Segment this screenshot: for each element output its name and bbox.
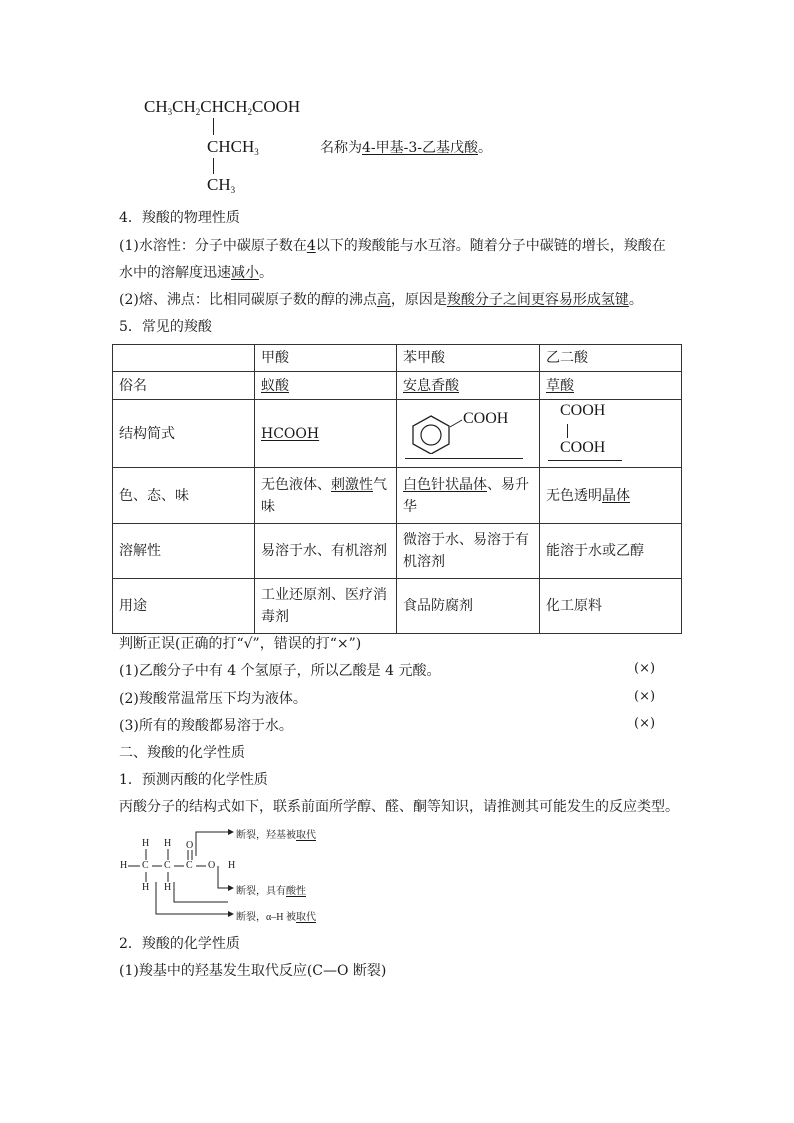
oxalic-cooh-top: COOH	[560, 402, 606, 419]
paragraph-solubility-cont: 水中的溶解度迅速减小。	[119, 265, 273, 281]
branch-chch3: $CHCH_3$	[207, 137, 259, 157]
table-cell: 能溶于水或乙醇	[540, 524, 682, 579]
row-label: 用途	[113, 579, 255, 634]
table-row	[113, 468, 682, 524]
table-header: 甲酸	[255, 345, 397, 372]
section5-title: 5．常见的羧酸	[119, 319, 212, 335]
label-break-3: 断裂，α–H 被取代	[236, 912, 316, 923]
row-label: 俗名	[113, 372, 255, 400]
table-cell: 安息香酸	[397, 372, 540, 400]
benzoic-cooh: COOH	[463, 410, 509, 427]
compound-name: 名称为4-甲基-3-乙基戊酸。	[320, 140, 493, 156]
table-row	[113, 579, 682, 634]
oxalic-cooh-bottom: COOH	[560, 439, 606, 456]
table-cell: 工业还原剂、医疗消毒剂	[255, 579, 397, 634]
table-header: 苯甲酸	[397, 345, 540, 372]
table-cell	[397, 400, 540, 468]
underline-bar	[548, 460, 622, 461]
acid-table	[112, 344, 682, 634]
table-cell: 无色透明晶体	[540, 468, 682, 524]
paragraph-boiling-point: (2)熔、沸点：比相同碳原子数的醇的沸点高，原因是羧酸分子之间更容易形成氢键。	[119, 292, 643, 308]
atom-c: C	[164, 860, 171, 871]
row-label: 色、态、味	[113, 468, 255, 524]
judge-item: (2)羧酸常温常压下均为液体。	[119, 691, 307, 707]
label-break-2: 断裂，具有酸性	[236, 886, 306, 897]
section4-title: 4．羧酸的物理性质	[119, 210, 240, 226]
judge-item: (1)乙酸分子中有 4 个氢原子，所以乙酸是 4 元酸。	[119, 663, 441, 679]
branch-ch3: $CH_3$	[207, 175, 236, 195]
atom-c: C	[186, 860, 193, 871]
atom-h: H	[164, 838, 172, 849]
subsection1-title: 1．预测丙酸的化学性质	[119, 772, 268, 788]
table-header: 乙二酸	[540, 345, 682, 372]
atom-h: H	[142, 882, 150, 893]
condensed-formula: $CH_3CH_2CHCH_2COOH$	[144, 97, 301, 117]
subsection2-title: 2．羧酸的化学性质	[119, 936, 240, 952]
table-row	[113, 345, 682, 372]
paragraph-solubility: (1)水溶性：分子中碳原子数在4以下的羧酸能与水互溶。随着分子中碳链的增长，羧酸在	[119, 238, 666, 254]
judge-mark: (×)	[634, 661, 656, 676]
label-break-1: 断裂，羟基被取代	[236, 830, 316, 841]
table-cell: 白色针状晶体、易升华	[397, 468, 540, 524]
atom-h: H	[164, 882, 172, 893]
judge-title: 判断正误(正确的打“√”，错误的打“×”)	[119, 636, 362, 652]
part2-title: 二、羧酸的化学性质	[119, 745, 245, 761]
atom-h: H	[228, 860, 236, 871]
table-cell: 微溶于水、易溶于有机溶剂	[397, 524, 540, 579]
atom-o: O	[208, 860, 216, 871]
table-cell: 蚁酸	[255, 372, 397, 400]
atom-h: H	[120, 860, 128, 871]
table-cell	[540, 400, 682, 468]
row-label: 结构简式	[113, 400, 255, 468]
table-cell	[113, 345, 255, 372]
table-cell: 无色液体、刺激性气味	[255, 468, 397, 524]
atom-h: H	[142, 838, 150, 849]
subsection2-paragraph: (1)羧基中的羟基发生取代反应(C—O 断裂)	[119, 963, 387, 979]
atom-c: C	[142, 860, 149, 871]
table-cell: 食品防腐剂	[397, 579, 540, 634]
bond-line	[213, 158, 214, 174]
judge-mark: (×)	[634, 689, 656, 704]
subsection1-text: 丙酸分子的结构式如下，联系前面所学醇、醛、酮等知识，请推测其可能发生的反应类型。	[119, 799, 679, 815]
underline-bar	[405, 458, 523, 459]
table-cell: HCOOH	[255, 400, 397, 468]
table-row	[113, 372, 682, 400]
judge-mark: (×)	[634, 716, 656, 731]
atom-o: O	[186, 840, 194, 851]
row-label: 溶解性	[113, 524, 255, 579]
table-row	[113, 524, 682, 579]
bond-line	[567, 424, 568, 438]
table-row	[113, 400, 682, 468]
table-cell: 草酸	[540, 372, 682, 400]
judge-item: (3)所有的羧酸都易溶于水。	[119, 718, 293, 734]
propanoic-acid-diagram	[118, 822, 338, 928]
table-cell: 化工原料	[540, 579, 682, 634]
bond-line	[213, 118, 214, 135]
benzene-ring-icon	[407, 414, 455, 454]
table-cell: 易溶于水、有机溶剂	[255, 524, 397, 579]
